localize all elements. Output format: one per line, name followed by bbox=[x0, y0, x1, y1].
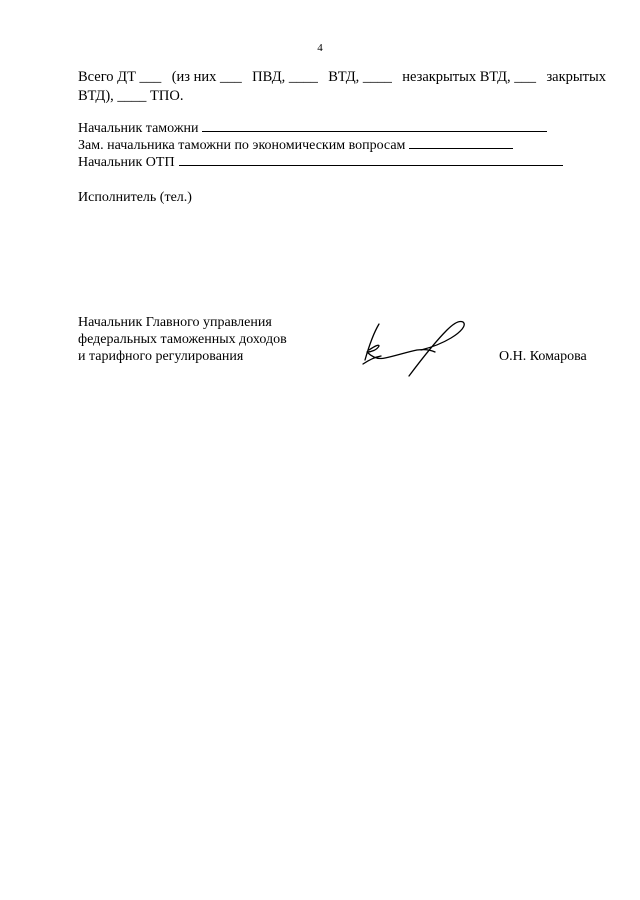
signatory-title-line: федеральных таможенных доходов bbox=[78, 332, 287, 347]
otp-head-field bbox=[78, 153, 563, 170]
fill-in-line bbox=[202, 119, 547, 132]
signatory-title-line: и тарифного регулирования bbox=[78, 349, 244, 364]
page-number: 4 bbox=[317, 42, 323, 54]
signatory-name: О.Н. Комарова bbox=[499, 349, 587, 364]
fill-in-line bbox=[409, 136, 513, 149]
summary-segment: незакрытых ВТД, ___ bbox=[402, 69, 537, 85]
signatory-title-line: Начальник Главного управления bbox=[78, 315, 272, 330]
customs-head-field bbox=[78, 119, 563, 136]
executor-label: Исполнитель (тел.) bbox=[78, 190, 192, 205]
fill-in-line bbox=[179, 153, 563, 166]
declarations-summary bbox=[78, 68, 606, 106]
signature-fields bbox=[78, 119, 563, 170]
summary-segment: ВТД, ____ bbox=[328, 69, 392, 85]
signatory-title bbox=[78, 314, 318, 365]
summary-line-1 bbox=[78, 68, 606, 87]
summary-line-2: ВТД), ____ ТПО. bbox=[78, 88, 184, 104]
field-label: Начальник ОТП bbox=[78, 155, 175, 170]
handwritten-signature bbox=[355, 316, 475, 378]
deputy-head-field bbox=[78, 136, 563, 153]
summary-segment: ПВД, ____ bbox=[252, 69, 318, 85]
summary-segment: (из них ___ bbox=[171, 69, 242, 85]
field-label: Начальник таможни bbox=[78, 121, 199, 136]
summary-segment: закрытых bbox=[546, 69, 606, 85]
summary-segment: Всего ДТ ___ bbox=[78, 69, 162, 85]
field-label: Зам. начальника таможни по экономическим вопросам bbox=[78, 138, 406, 153]
